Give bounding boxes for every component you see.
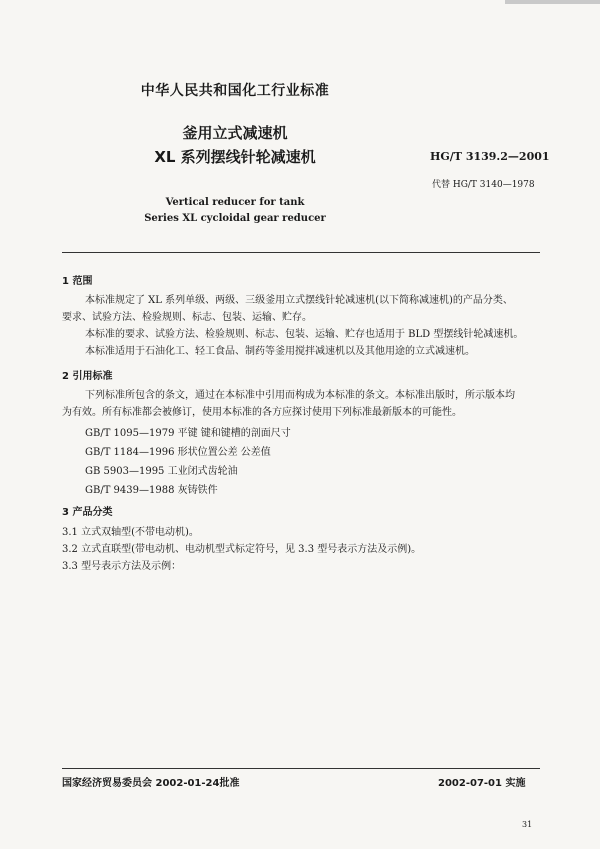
section-1-heading: 1 范围 xyxy=(62,276,93,287)
standard-number: HG/T 3139.2—2001 xyxy=(430,150,550,163)
page-number: 31 xyxy=(522,820,533,829)
section-3-heading: 3 产品分类 xyxy=(62,507,113,518)
section-1-line: 要求、试验方法、检验规则、标志、包装、运输、贮存。 xyxy=(62,312,312,323)
title-cn-line-2: XL 系列摆线针轮减速机 xyxy=(154,148,316,166)
title-en-line-1: Vertical reducer for tank xyxy=(165,197,305,208)
reference-standard: GB/T 9439—1988 灰铸铁件 xyxy=(85,485,218,496)
section-3-item: 3.3 型号表示方法及示例： xyxy=(62,561,182,572)
header-divider xyxy=(62,252,540,253)
title-en-line-2: Series XL cycloidal gear reducer xyxy=(144,213,326,224)
section-1-line: 本标准规定了 XL 系列单级、两级、三级釜用立式摆线针轮减速机(以下简称减速机)的产品分类、 xyxy=(85,295,513,306)
section-3-item: 3.1 立式双轴型(不带电动机)。 xyxy=(62,527,199,538)
effective-date: 2002-07-01 实施 xyxy=(438,778,526,789)
reference-standard: GB/T 1095—1979 平键 键和键槽的剖面尺寸 xyxy=(85,428,291,439)
section-2-line: 下列标准所包含的条文，通过在本标准中引用而构成为本标准的条文。本标准出版时，所示版本均 xyxy=(85,390,515,401)
reference-standard: GB 5903—1995 工业闭式齿轮油 xyxy=(85,466,238,477)
scan-edge-mark xyxy=(505,0,600,4)
issuing-organization: 中华人民共和国化工行业标准 xyxy=(140,83,330,99)
replaces-standard: 代替 HG/T 3140—1978 xyxy=(432,180,535,190)
section-1-line: 本标准的要求、试验方法、检验规则、标志、包装、运输、贮存也适用于 BLD 型摆线针轮减速机。 xyxy=(85,329,524,340)
section-3-item: 3.2 立式直联型(带电动机、电动机型式标定符号，见 3.3 型号表示方法及示例)。 xyxy=(62,544,422,555)
approval-date: 国家经济贸易委员会 2002-01-24批准 xyxy=(62,778,240,789)
section-2-heading: 2 引用标准 xyxy=(62,371,113,382)
reference-standard: GB/T 1184—1996 形状位置公差 公差值 xyxy=(85,447,271,458)
title-cn-line-1: 釜用立式减速机 xyxy=(182,124,288,142)
footer-divider xyxy=(62,768,540,769)
section-1-line: 本标准适用于石油化工、轻工食品、制药等釜用搅拌减速机以及其他用途的立式减速机。 xyxy=(85,346,475,357)
section-2-line: 为有效。所有标准都会被修订，使用本标准的各方应探讨使用下列标准最新版本的可能性。 xyxy=(62,407,462,418)
